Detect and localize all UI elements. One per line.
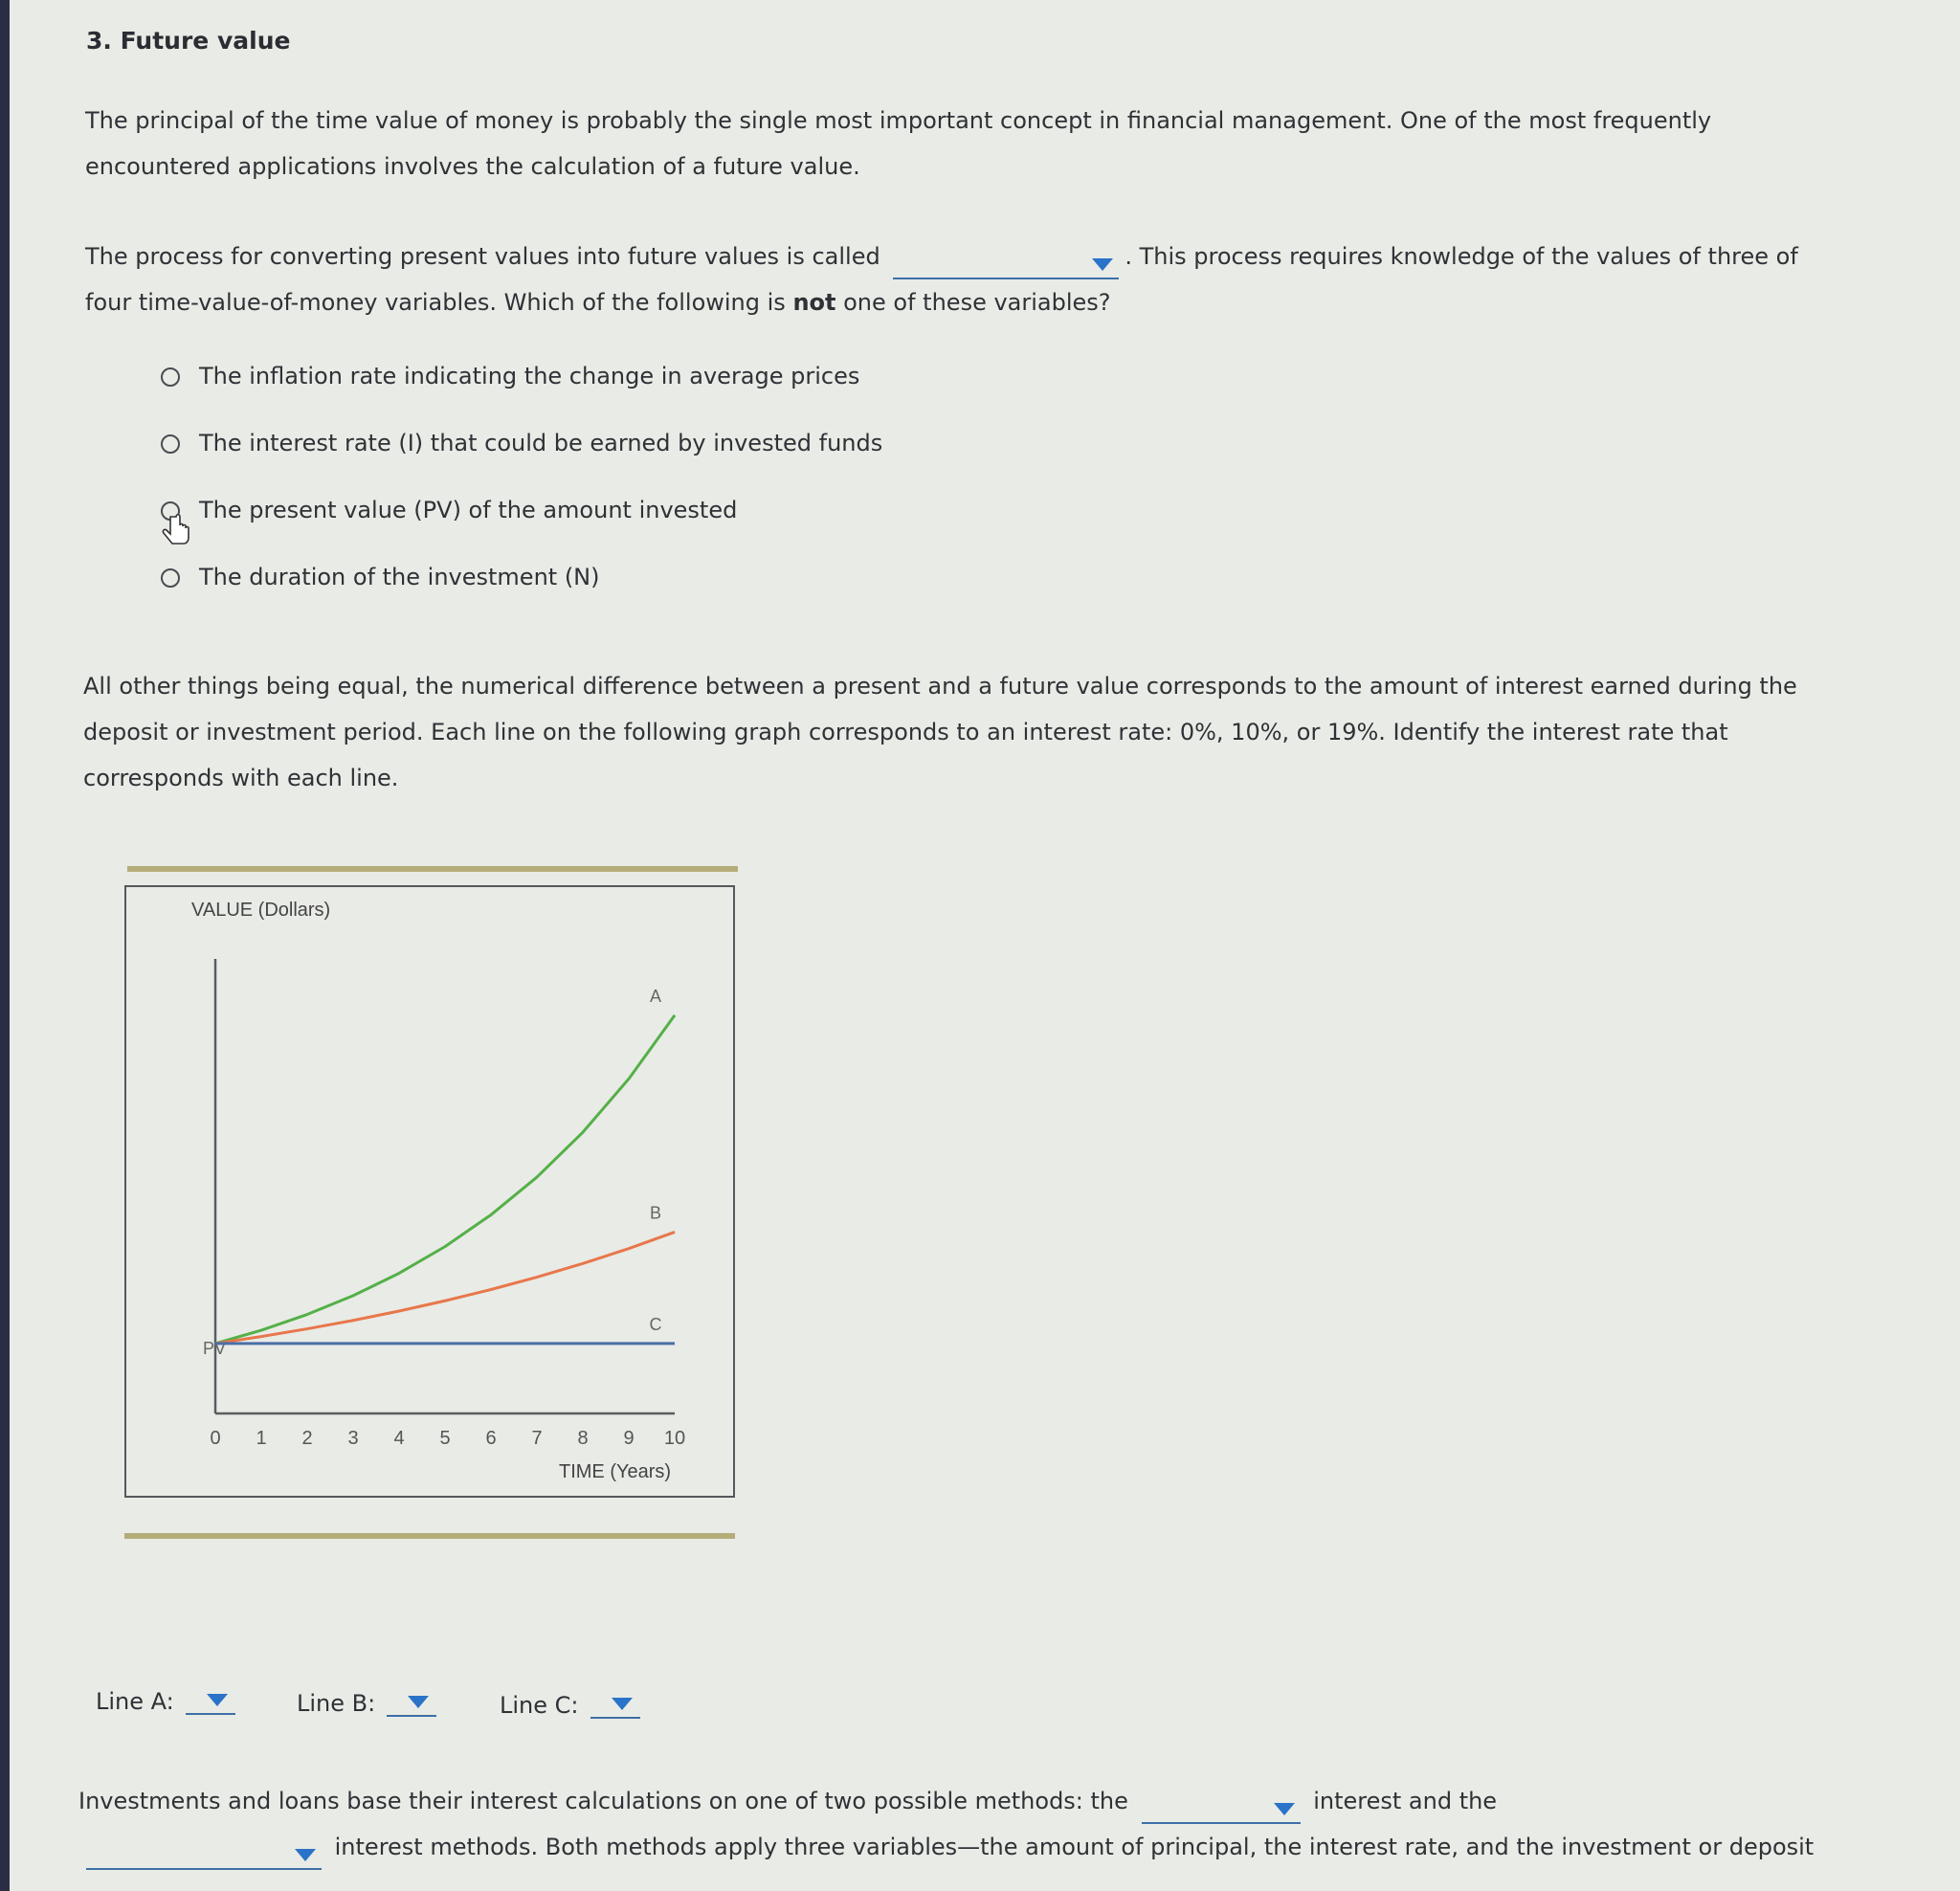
x-tick-label: 3 (347, 1428, 359, 1449)
graph-intro-paragraph: All other things being equal, the numerical difference between a present and a future value corresponds to the amount of interest earned during the deposit or investment period. Each line on the following graph corresponds to an interest rate: 0%, 10%, or 19%. Identify the interest rate that corresponds with each line. (83, 673, 1797, 791)
option-label: The present value (PV) of the amount invested (199, 497, 738, 523)
hand-cursor-icon (161, 513, 195, 551)
x-tick-label: 8 (577, 1428, 589, 1449)
chevron-down-icon (408, 1696, 429, 1708)
chevron-down-icon (1274, 1803, 1295, 1815)
option-label: The duration of the investment (N) (199, 564, 600, 590)
x-tick-label: 0 (210, 1428, 221, 1449)
chart-bottom-band (124, 1533, 735, 1539)
x-tick-label: 9 (623, 1428, 635, 1449)
methods-paragraph (78, 1778, 1897, 1870)
line-a-dropdown[interactable] (186, 1684, 235, 1715)
series-label-c: C (649, 1314, 662, 1334)
intro-paragraph: The principal of the time value of money is probably the single most important concept in financial management. One of the most frequently encountered applications involves the calculation of a future value. (85, 107, 1712, 180)
radio-button[interactable] (161, 367, 180, 387)
line-b-dropdown[interactable] (387, 1686, 436, 1717)
line-c-answer (500, 1688, 646, 1719)
method-1-dropdown[interactable] (1142, 1793, 1301, 1824)
line-c-label: Line C: (500, 1692, 579, 1719)
process-question-after: . This process requires knowledge of the values of three of four time-value-of-money variables. Which of the following is (85, 243, 1798, 316)
chevron-down-icon (207, 1694, 228, 1706)
methods-after: interest methods. Both methods apply three variables—the amount of principal, the interest rate, and the investment or deposit (334, 1834, 1815, 1860)
process-question-end: one of these variables? (843, 289, 1111, 316)
x-tick-label: 5 (439, 1428, 451, 1449)
chevron-down-icon (1092, 258, 1113, 271)
series-label-b: B (649, 1203, 662, 1223)
process-question-paragraph (85, 234, 1846, 325)
process-question-before: The process for converting present values into future values is called (85, 243, 880, 270)
process-question-bold: not (792, 289, 836, 316)
radio-button[interactable] (161, 568, 180, 588)
line-c-dropdown[interactable] (590, 1688, 640, 1719)
x-axis-label: TIME (Years) (559, 1461, 672, 1482)
y-axis-label: VALUE (Dollars) (191, 900, 331, 921)
methods-middle: interest and the (1313, 1788, 1498, 1814)
chevron-down-icon (295, 1849, 316, 1861)
x-tick-label: 4 (393, 1428, 405, 1449)
method-2-dropdown[interactable] (86, 1839, 322, 1870)
future-value-chart (126, 887, 733, 1496)
pv-label: PV (203, 1339, 227, 1358)
series-line-b (215, 1232, 675, 1343)
chart-top-band (127, 866, 738, 872)
question-title: 3. Future value (86, 27, 291, 55)
line-a-label: Line A: (96, 1688, 174, 1715)
methods-before: Investments and loans base their interest calculations on one of two possible methods: the (78, 1788, 1128, 1814)
option-label: The interest rate (I) that could be earned by invested funds (199, 430, 883, 456)
radio-button[interactable] (161, 434, 180, 454)
series-label-a: A (649, 986, 662, 1006)
chart-frame (124, 885, 735, 1498)
option-label: The inflation rate indicating the change in average prices (199, 363, 860, 389)
x-tick-label: 6 (485, 1428, 497, 1449)
process-dropdown[interactable] (893, 249, 1119, 279)
series-line-a (215, 1015, 675, 1344)
chevron-down-icon (612, 1698, 633, 1710)
x-tick-label: 2 (301, 1428, 313, 1449)
x-tick-label: 10 (663, 1428, 686, 1449)
x-tick-label: 7 (531, 1428, 543, 1449)
x-tick-label: 1 (256, 1428, 267, 1449)
line-a-answer (96, 1684, 241, 1715)
line-b-answer (297, 1686, 442, 1717)
line-b-label: Line B: (297, 1690, 376, 1717)
